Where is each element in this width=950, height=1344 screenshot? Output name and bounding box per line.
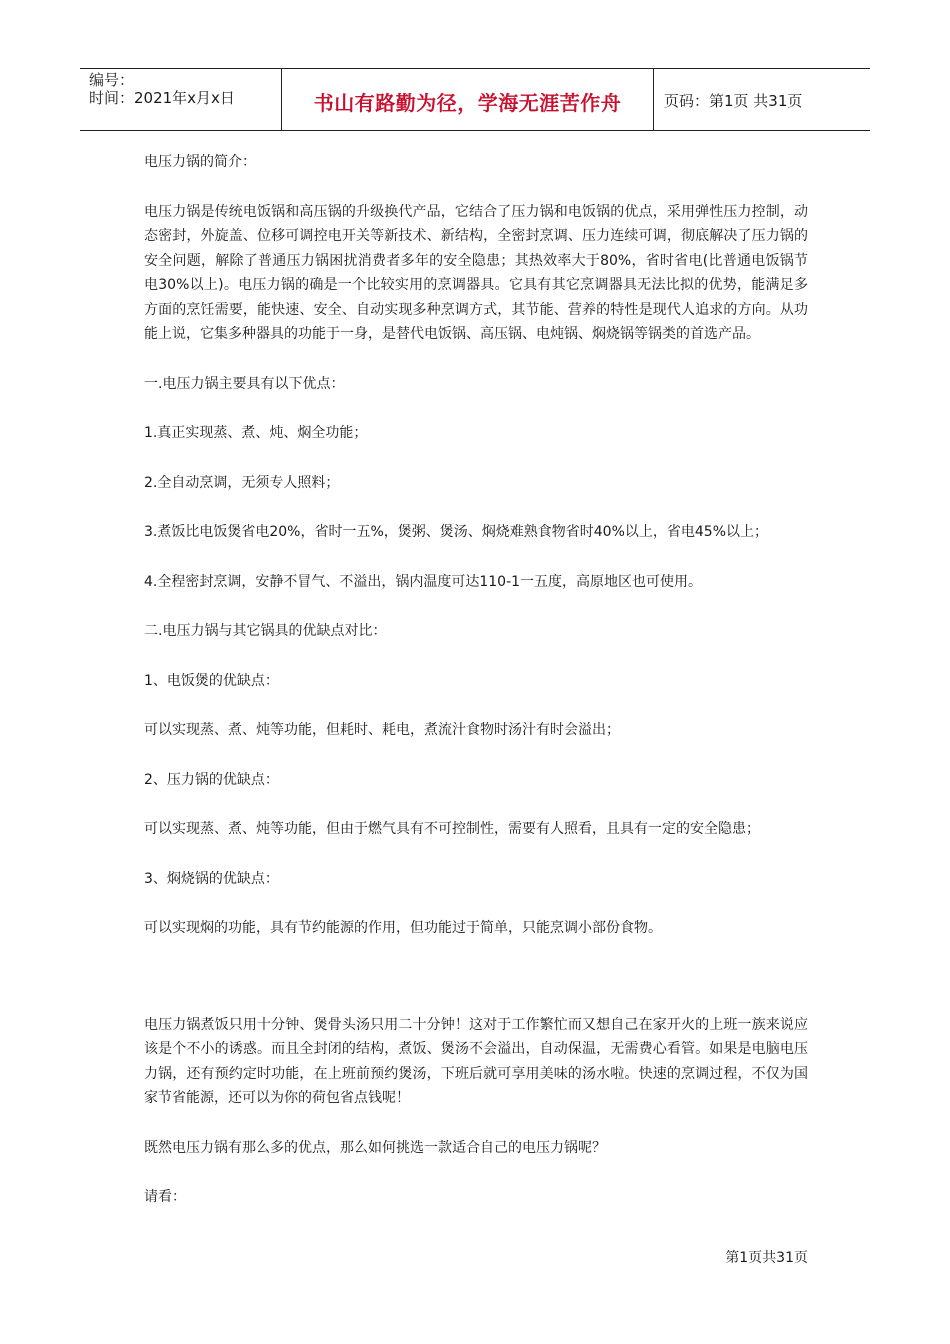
header-meta-cell	[80, 69, 282, 130]
advantage-item-4: 4.全程密封烹调，安静不冒气、不溢出，锅内温度可达110-1一五度，高原地区也可使用。	[144, 573, 703, 590]
intro-heading: 电压力锅的简介：	[144, 154, 256, 170]
header-page-cell	[654, 69, 870, 130]
motto-text: 书山有路勤为径，学海无涯苦作舟	[313, 91, 622, 115]
summary-paragraph: 电压力锅煮饭只用十分钟、煲骨头汤只用二十分钟！这对于工作繁忙而又想自己在家开火的上班一族来说应该是个不小的诱惑。而且全封闭的结构，煮饭、煲汤不会溢出，自动保温，无需费心看管。如果是电脑电压力锅，还有预约定时功能，在上班前预约煲汤，下班后就可享用美味的汤水啦。快速的烹调过程，不仅为国家节省能源，还可以为你的荷包省点钱呢！	[144, 1016, 808, 1106]
intro-paragraph: 电压力锅是传统电饭锅和高压锅的升级换代产品，它结合了压力锅和电饭锅的优点，采用弹性压力控制，动态密封，外旋盖、位移可调控电开关等新技术、新结构，全密封烹调、压力连续可调，彻底解决了压力锅的安全问题，解除了普通压力锅困扰消费者多年的安全隐患；其热效率大于80%，省时省电(比普通电饭锅节电30%以上)。电压力锅的确是一个比较实用的烹调器具。它具有其它烹调器具无法比拟的优势，能满足多方面的烹饪需要，能快速、安全、自动实现多种烹调方式，其节能、营养的特性是现代人追求的方向。从功能上说，它集多种器具的功能于一身，是替代电饭锅、高压锅、电炖锅、焖烧锅等锅类的首选产品。	[144, 203, 808, 342]
section-two-heading: 二.电压力锅与其它锅具的优缺点对比：	[144, 623, 387, 639]
section-one-heading: 一.电压力锅主要具有以下优点：	[144, 375, 345, 392]
rice-cooker-heading: 1、电饭煲的优缺点：	[144, 672, 279, 689]
pressure-cooker-heading: 2、压力锅的优缺点：	[144, 771, 279, 788]
advantage-item-1: 1.真正实现蒸、煮、炖、焖全功能；	[144, 425, 368, 441]
page-indicator: 页码：第1页 共31页	[664, 92, 803, 110]
advantage-item-3: 3.煮饭比电饭煲省电20%，省时一五%，煲粥、煲汤、焖烧难熟食物省时40%以上，省电45%以上；	[144, 524, 769, 540]
question-paragraph: 既然电压力锅有那么多的优点，那么如何挑选一款适合自己的电压力锅呢？	[144, 1139, 606, 1156]
document-body	[144, 150, 808, 1235]
braise-pot-text: 可以实现焖的功能，具有节约能源的作用，但功能过于简单，只能烹调小部份食物。	[144, 920, 662, 936]
pressure-cooker-text: 可以实现蒸、煮、炖等功能，但由于燃气具有不可控制性，需要有人照看，且具有一定的安全隐患；	[144, 821, 760, 837]
rice-cooker-text: 可以实现蒸、煮、炖等功能，但耗时、耗电，煮流汁食物时汤汁有时会溢出；	[144, 722, 620, 738]
document-time-label: 时间：2021年x月x日	[89, 89, 235, 107]
page-footer: 第1页共31页	[725, 1250, 808, 1266]
header-motto-cell	[282, 69, 654, 130]
see-below-text: 请看：	[144, 1189, 186, 1205]
document-number-label: 编号：	[89, 71, 135, 89]
braise-pot-heading: 3、焖烧锅的优缺点：	[144, 870, 279, 887]
document-header	[80, 68, 870, 131]
advantage-item-2: 2.全自动烹调，无须专人照料；	[144, 474, 340, 491]
